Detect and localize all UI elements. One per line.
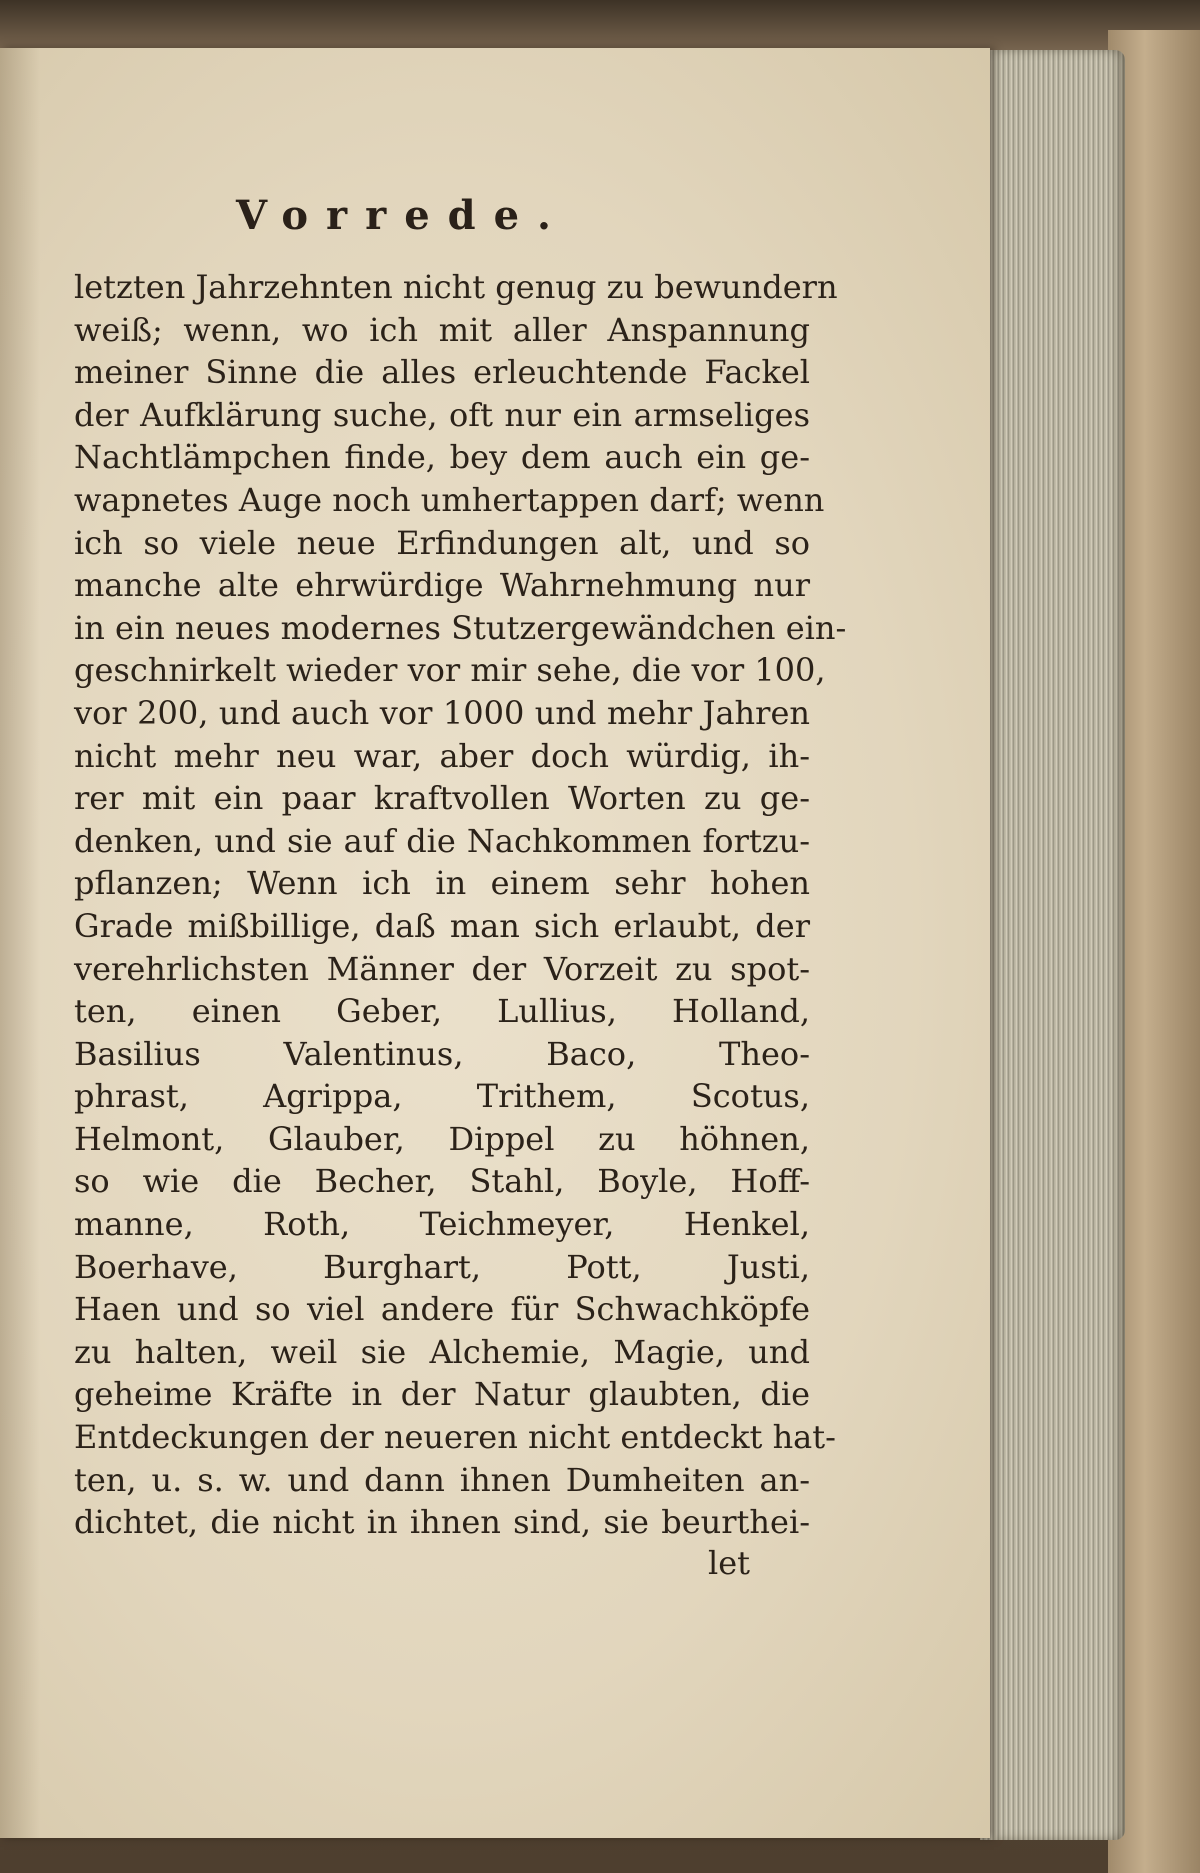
page-gutter-shadow xyxy=(0,48,40,1838)
text-line: geschnirkelt wieder vor mir sehe, die vor 100, xyxy=(74,651,826,690)
text-line: manche alte ehrwürdige Wahrnehmung nur xyxy=(74,566,810,605)
text-line: verehrlichsten Männer der Vorzeit zu spot- xyxy=(74,949,810,988)
text-line: Basilius Valentinus, Baco, Theo- xyxy=(74,1034,810,1073)
text-line: letzten Jahrzehnten nicht genug zu bewundern xyxy=(74,268,838,306)
text-line: so wie die Becher, Stahl, Boyle, Hoff- xyxy=(74,1162,810,1201)
text-line: Entdeckungen der neueren nicht entdeckt hat- xyxy=(74,1418,836,1457)
text-line: ten, u. s. w. und dann ihnen Dumheiten an- xyxy=(74,1460,810,1499)
text-line: meiner Sinne die alles erleuchtende Fackel xyxy=(74,353,810,392)
text-line: zu halten, weil sie Alchemie, Magie, und xyxy=(74,1332,810,1371)
text-line: geheime Kräfte in der Natur glaubten, die xyxy=(74,1375,810,1414)
text-line: wapnetes Auge noch umhertappen darf; wenn xyxy=(74,480,825,519)
text-line: Helmont, Glauber, Dippel zu höhnen, xyxy=(74,1119,810,1158)
page-edges xyxy=(980,50,1125,1840)
text-line: rer mit ein paar kraftvollen Worten zu ge- xyxy=(74,779,810,818)
text-line: pflanzen; Wenn ich in einem sehr hohen xyxy=(74,864,810,903)
text-line: denken, und sie auf die Nachkommen fortzu- xyxy=(74,821,810,860)
text-line: Grade mißbillige, daß man sich erlaubt, der xyxy=(74,906,810,945)
text-line: manne, Roth, Teichmeyer, Henkel, xyxy=(74,1205,810,1244)
catchword: let xyxy=(708,1544,751,1582)
text-line: der Aufklärung suche, oft nur ein armseliges xyxy=(74,395,810,434)
text-line: dichtet, die nicht in ihnen sind, sie beurthei- xyxy=(74,1503,810,1542)
text-line: weiß; wenn, wo ich mit aller Anspannung xyxy=(74,310,810,349)
text-line: Haen und so viel andere für Schwachköpfe xyxy=(74,1290,810,1329)
body-text xyxy=(74,266,847,1544)
text-line: nicht mehr neu war, aber doch würdig, ih- xyxy=(74,736,810,775)
text-line: phrast, Agrippa, Trithem, Scotus, xyxy=(74,1077,810,1116)
text-line: Nachtlämpchen finde, bey dem auch ein ge- xyxy=(74,438,810,477)
running-header: Vorrede. xyxy=(236,192,569,239)
text-line: vor 200, und auch vor 1000 und mehr Jahren xyxy=(74,693,810,732)
text-line: ich so viele neue Erfindungen alt, und so xyxy=(74,523,810,562)
text-line: in ein neues modernes Stutzergewändchen ein- xyxy=(74,608,847,647)
text-line: ten, einen Geber, Lullius, Holland, xyxy=(74,992,810,1031)
text-line: Boerhave, Burghart, Pott, Justi, xyxy=(74,1247,810,1286)
